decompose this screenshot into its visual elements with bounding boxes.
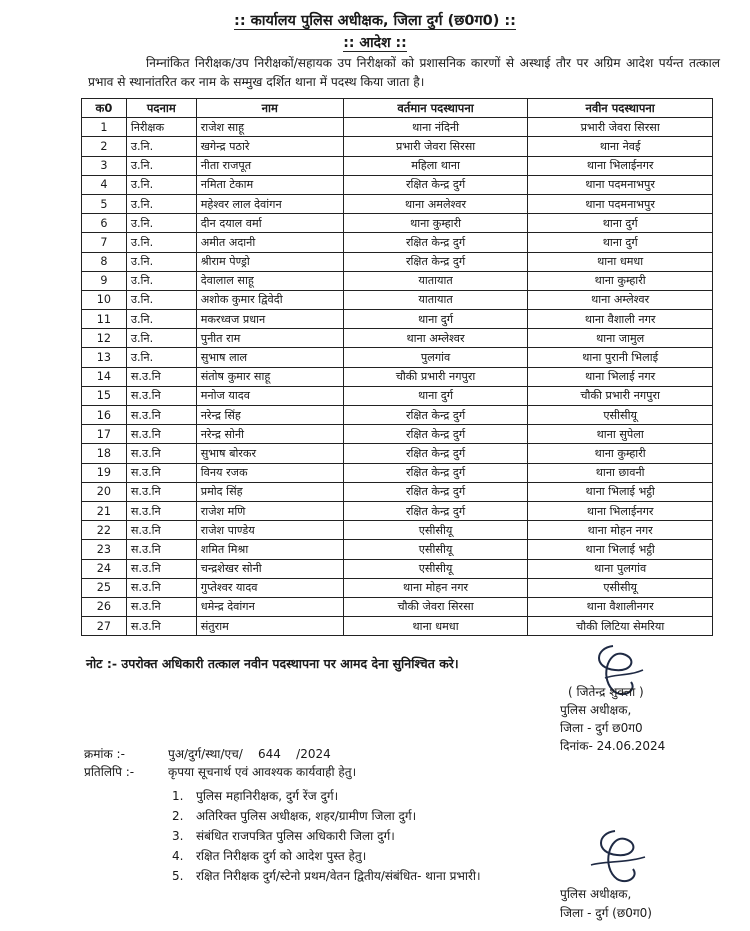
row-serial: 23	[82, 540, 127, 559]
pratilipi-row	[84, 763, 356, 781]
table-row	[82, 194, 713, 213]
table-row	[82, 540, 713, 559]
row-serial: 4	[82, 175, 127, 194]
row-current-posting: थाना अमलेश्वर	[343, 194, 528, 213]
header-rank: पदनाम	[126, 99, 196, 118]
row-officer-name: देवालाल साहू	[196, 271, 343, 290]
office-title-text: :: कार्यालय पुलिस अधीक्षक, जिला दुर्ग (छ0ग0) ::	[234, 13, 516, 29]
list-item-text: पुलिस महानिरीक्षक, दुर्ग रेंज दुर्ग।	[196, 789, 339, 803]
row-officer-name: दीन दयाल वर्मा	[196, 214, 343, 233]
row-officer-name: राजेश मणि	[196, 501, 343, 520]
table-row	[82, 156, 713, 175]
row-current-posting: रक्षित केन्द्र दुर्ग	[343, 233, 528, 252]
row-officer-name: संतुराम	[196, 617, 343, 636]
row-serial: 13	[82, 348, 127, 367]
table-row	[82, 444, 713, 463]
row-serial: 20	[82, 482, 127, 501]
table-row	[82, 386, 713, 405]
row-serial: 21	[82, 501, 127, 520]
row-serial: 10	[82, 290, 127, 309]
row-current-posting: चौकी प्रभारी नगपुरा	[343, 367, 528, 386]
row-officer-name: गुप्तेश्वर यादव	[196, 578, 343, 597]
order-date: दिनांक- 24.06.2024	[560, 739, 666, 753]
row-officer-name: विनय रजक	[196, 463, 343, 482]
table-row	[82, 617, 713, 636]
table-row	[82, 214, 713, 233]
row-officer-name: खगेन्द्र पठारे	[196, 137, 343, 156]
order-title	[0, 33, 750, 52]
row-rank: स.उ.नि	[126, 597, 196, 616]
copy-recipients-list	[172, 786, 481, 886]
row-officer-name: प्रमोद सिंह	[196, 482, 343, 501]
header-new-posting: नवीन पदस्थापना	[528, 99, 713, 118]
row-officer-name: नीता राजपूत	[196, 156, 343, 175]
row-serial: 12	[82, 329, 127, 348]
row-current-posting: यातायात	[343, 271, 528, 290]
row-current-posting: रक्षित केन्द्र दुर्ग	[343, 252, 528, 271]
row-new-posting: थाना पुलगांव	[528, 559, 713, 578]
row-new-posting: थाना जामुल	[528, 329, 713, 348]
row-serial: 5	[82, 194, 127, 213]
row-officer-name: नमिता टेकाम	[196, 175, 343, 194]
list-item-text: रक्षित निरीक्षक दुर्ग को आदेश पुस्त हेतु।	[196, 849, 367, 863]
row-rank: स.उ.नि	[126, 540, 196, 559]
row-officer-name: संतोष कुमार साहू	[196, 367, 343, 386]
row-officer-name: नरेन्द्र सिंह	[196, 406, 343, 425]
list-item-text: अतिरिक्त पुलिस अधीक्षक, शहर/ग्रामीण जिला दुर्ग।	[196, 809, 417, 823]
row-current-posting: रक्षित केन्द्र दुर्ग	[343, 501, 528, 520]
office-title	[0, 10, 750, 30]
row-current-posting: थाना दुर्ग	[343, 386, 528, 405]
row-current-posting: रक्षित केन्द्र दुर्ग	[343, 425, 528, 444]
row-serial: 6	[82, 214, 127, 233]
table-row	[82, 367, 713, 386]
table-row	[82, 175, 713, 194]
row-rank: उ.नि.	[126, 137, 196, 156]
list-item-number: 3.	[172, 829, 184, 843]
row-new-posting: थाना भिलाईनगर	[528, 501, 713, 520]
row-rank: स.उ.नि	[126, 367, 196, 386]
row-new-posting: थाना कुम्हारी	[528, 444, 713, 463]
row-serial: 22	[82, 521, 127, 540]
row-current-posting: चौकी जेवरा सिरसा	[343, 597, 528, 616]
row-rank: स.उ.नि	[126, 501, 196, 520]
table-row	[82, 559, 713, 578]
row-new-posting: थाना वैशाली नगर	[528, 310, 713, 329]
kramank-value: पुअ/दुर्ग/स्था/एच/ 644 /2024	[168, 747, 331, 761]
row-serial: 15	[82, 386, 127, 405]
row-serial: 19	[82, 463, 127, 482]
signatory-district: जिला - दुर्ग छ0ग0	[560, 721, 643, 735]
table-row	[82, 578, 713, 597]
intro-text: निम्नांकित निरीक्षक/उप निरीक्षकों/सहायक उप निरीक्षकों को प्रशासनिक कारणों से अस्थाई तौर पर अग्रिम आदेश पर्यन्त तत्काल प्रभाव से स्थानांतरित कर नाम के सम्मुख दर्शित थाना में पदस्थ किया जाता है।	[88, 56, 720, 89]
row-rank: स.उ.नि	[126, 463, 196, 482]
table-row	[82, 233, 713, 252]
signatory-name: ( जितेन्द्र शुक्ला )	[568, 685, 644, 699]
row-rank: उ.नि.	[126, 290, 196, 309]
table-header-row	[82, 99, 713, 118]
signature-block-2	[560, 885, 652, 923]
row-current-posting: महिला थाना	[343, 156, 528, 175]
signatory-designation: पुलिस अधीक्षक,	[560, 703, 632, 717]
row-serial: 16	[82, 406, 127, 425]
row-current-posting: थाना दुर्ग	[343, 310, 528, 329]
row-officer-name: राजेश पाण्डेय	[196, 521, 343, 540]
list-item-text: संबंधित राजपत्रित पुलिस अधिकारी जिला दुर्ग।	[196, 829, 395, 843]
row-new-posting: थाना नेवई	[528, 137, 713, 156]
table-row	[82, 406, 713, 425]
table-row	[82, 463, 713, 482]
row-rank: उ.नि.	[126, 310, 196, 329]
row-rank: स.उ.नि	[126, 425, 196, 444]
row-new-posting: थाना सुपेला	[528, 425, 713, 444]
row-current-posting: यातायात	[343, 290, 528, 309]
row-new-posting: थाना दुर्ग	[528, 214, 713, 233]
list-item-number: 5.	[172, 869, 184, 883]
row-new-posting: थाना अम्लेश्वर	[528, 290, 713, 309]
row-rank: उ.नि.	[126, 271, 196, 290]
row-officer-name: अमीत अदानी	[196, 233, 343, 252]
row-officer-name: मनोज यादव	[196, 386, 343, 405]
table-row	[82, 137, 713, 156]
row-rank: स.उ.नि	[126, 386, 196, 405]
row-rank: स.उ.नि	[126, 578, 196, 597]
row-current-posting: रक्षित केन्द्र दुर्ग	[343, 175, 528, 194]
row-current-posting: प्रभारी जेवरा सिरसा	[343, 137, 528, 156]
row-new-posting: थाना पुरानी भिलाई	[528, 348, 713, 367]
row-current-posting: रक्षित केन्द्र दुर्ग	[343, 463, 528, 482]
row-officer-name: राजेश साहू	[196, 118, 343, 137]
row-current-posting: एसीसीयू	[343, 559, 528, 578]
row-serial: 3	[82, 156, 127, 175]
list-item	[172, 846, 481, 866]
row-new-posting: थाना धमधा	[528, 252, 713, 271]
row-rank: उ.नि.	[126, 233, 196, 252]
row-officer-name: पुनीत राम	[196, 329, 343, 348]
header-serial: क0	[82, 99, 127, 118]
row-officer-name: सुभाष बोरकर	[196, 444, 343, 463]
row-officer-name: शमित मिश्रा	[196, 540, 343, 559]
row-current-posting: एसीसीयू	[343, 540, 528, 559]
row-serial: 17	[82, 425, 127, 444]
row-new-posting: थाना भिलाई भट्ठी	[528, 482, 713, 501]
row-rank: स.उ.नि	[126, 482, 196, 501]
order-title-text: :: आदेश ::	[343, 35, 407, 51]
row-current-posting: रक्षित केन्द्र दुर्ग	[343, 444, 528, 463]
header-name: नाम	[196, 99, 343, 118]
row-new-posting: चौकी लिटिया सेमरिया	[528, 617, 713, 636]
signatory-2-district: जिला - दुर्ग (छ0ग0)	[560, 906, 652, 920]
row-officer-name: धमेन्द्र देवांगन	[196, 597, 343, 616]
row-new-posting: थाना पदमनाभपुर	[528, 175, 713, 194]
signature-mark-2	[585, 825, 655, 890]
row-rank: उ.नि.	[126, 214, 196, 233]
row-serial: 9	[82, 271, 127, 290]
row-officer-name: चन्द्रशेखर सोनी	[196, 559, 343, 578]
row-new-posting: थाना कुम्हारी	[528, 271, 713, 290]
table-row	[82, 290, 713, 309]
table-row	[82, 521, 713, 540]
list-item	[172, 866, 481, 886]
row-current-posting: पुलगांव	[343, 348, 528, 367]
signature-block-1	[560, 683, 665, 755]
row-new-posting: प्रभारी जेवरा सिरसा	[528, 118, 713, 137]
row-rank: स.उ.नि	[126, 617, 196, 636]
row-serial: 14	[82, 367, 127, 386]
row-rank: उ.नि.	[126, 194, 196, 213]
list-item-number: 1.	[172, 789, 184, 803]
row-officer-name: अशोक कुमार द्विवेदी	[196, 290, 343, 309]
row-officer-name: नरेन्द्र सोनी	[196, 425, 343, 444]
row-rank: निरीक्षक	[126, 118, 196, 137]
row-rank: स.उ.नि	[126, 406, 196, 425]
table-row	[82, 482, 713, 501]
list-item	[172, 806, 481, 826]
row-new-posting: एसीसीयू	[528, 578, 713, 597]
row-new-posting: थाना भिलाईनगर	[528, 156, 713, 175]
row-serial: 8	[82, 252, 127, 271]
transfer-table	[81, 98, 713, 636]
row-new-posting: थाना पदमनाभपुर	[528, 194, 713, 213]
row-rank: स.उ.नि	[126, 559, 196, 578]
row-serial: 7	[82, 233, 127, 252]
row-current-posting: थाना नंदिनी	[343, 118, 528, 137]
row-officer-name: सुभाष लाल	[196, 348, 343, 367]
row-current-posting: थाना कुम्हारी	[343, 214, 528, 233]
row-new-posting: थाना छावनी	[528, 463, 713, 482]
row-rank: उ.नि.	[126, 252, 196, 271]
row-current-posting: थाना धमधा	[343, 617, 528, 636]
intro-paragraph	[88, 54, 720, 92]
row-rank: स.उ.नि	[126, 521, 196, 540]
table-row	[82, 310, 713, 329]
row-current-posting: एसीसीयू	[343, 521, 528, 540]
list-item	[172, 826, 481, 846]
kramank-row	[84, 745, 356, 763]
table-row	[82, 425, 713, 444]
list-item-number: 2.	[172, 809, 184, 823]
row-rank: उ.नि.	[126, 348, 196, 367]
pratilipi-value: कृपया सूचनार्थ एवं आवश्यक कार्यवाही हेतु।	[168, 765, 357, 779]
row-new-posting: थाना मोहन नगर	[528, 521, 713, 540]
row-rank: स.उ.नि	[126, 444, 196, 463]
row-new-posting: थाना भिलाई नगर	[528, 367, 713, 386]
note-text: नोट :- उपरोक्त अधिकारी तत्काल नवीन पदस्थापना पर आमद देना सुनिश्चित करे।	[86, 656, 459, 671]
row-new-posting: चौकी प्रभारी नगपुरा	[528, 386, 713, 405]
row-rank: उ.नि.	[126, 329, 196, 348]
row-current-posting: रक्षित केन्द्र दुर्ग	[343, 482, 528, 501]
row-new-posting: थाना वैशालीनगर	[528, 597, 713, 616]
row-serial: 1	[82, 118, 127, 137]
row-serial: 24	[82, 559, 127, 578]
table-body	[82, 118, 713, 636]
row-serial: 18	[82, 444, 127, 463]
list-item-text: रक्षित निरीक्षक दुर्ग/स्टेनो प्रथम/वेतन द्वितीय/संबंधित- थाना प्रभारी।	[196, 869, 481, 883]
row-current-posting: थाना अम्लेश्वर	[343, 329, 528, 348]
row-current-posting: रक्षित केन्द्र दुर्ग	[343, 406, 528, 425]
row-officer-name: श्रीराम पेण्ड्रो	[196, 252, 343, 271]
row-new-posting: एसीसीयू	[528, 406, 713, 425]
row-current-posting: थाना मोहन नगर	[343, 578, 528, 597]
reference-block	[84, 745, 356, 781]
table-row	[82, 348, 713, 367]
row-officer-name: महेश्वर लाल देवांगन	[196, 194, 343, 213]
table-row	[82, 252, 713, 271]
row-new-posting: थाना भिलाई भट्ठी	[528, 540, 713, 559]
row-serial: 27	[82, 617, 127, 636]
row-officer-name: मकरध्वज प्रधान	[196, 310, 343, 329]
signatory-2-designation: पुलिस अधीक्षक,	[560, 887, 632, 901]
table-row	[82, 597, 713, 616]
table-row	[82, 118, 713, 137]
table-row	[82, 501, 713, 520]
row-serial: 2	[82, 137, 127, 156]
row-serial: 11	[82, 310, 127, 329]
row-serial: 25	[82, 578, 127, 597]
list-item	[172, 786, 481, 806]
list-item-number: 4.	[172, 849, 184, 863]
table-row	[82, 329, 713, 348]
kramank-label: क्रमांक :-	[84, 747, 125, 761]
header-current-posting: वर्तमान पदस्थापना	[343, 99, 528, 118]
row-rank: उ.नि.	[126, 156, 196, 175]
row-rank: उ.नि.	[126, 175, 196, 194]
pratilipi-label: प्रतिलिपि :-	[84, 765, 135, 779]
table-row	[82, 271, 713, 290]
row-serial: 26	[82, 597, 127, 616]
row-new-posting: थाना दुर्ग	[528, 233, 713, 252]
